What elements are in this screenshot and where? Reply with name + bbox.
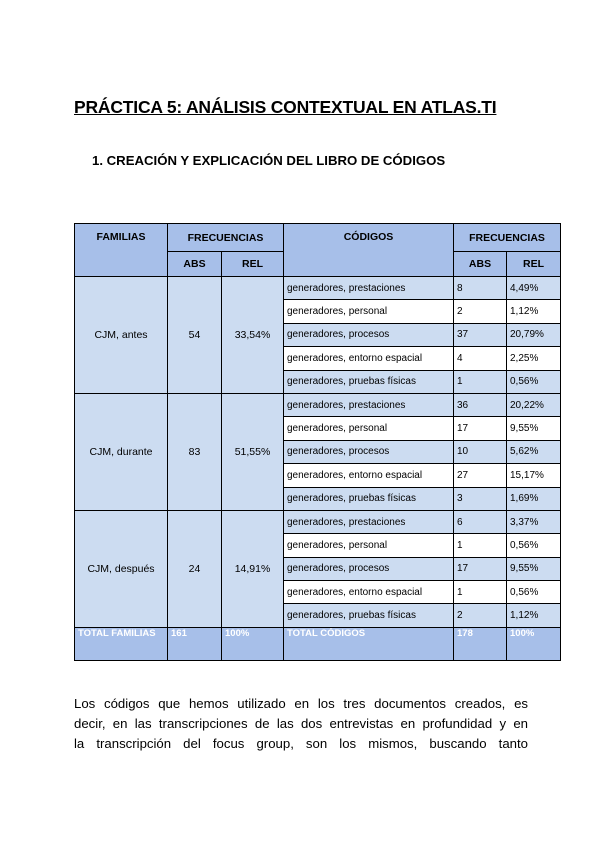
code-rel: 20,22% bbox=[507, 393, 561, 416]
family-abs: 24 bbox=[168, 510, 222, 627]
code-rel: 9,55% bbox=[507, 417, 561, 440]
code-name: generadores, pruebas físicas bbox=[284, 604, 454, 627]
code-name: generadores, prestaciones bbox=[284, 393, 454, 416]
code-abs: 17 bbox=[454, 417, 507, 440]
code-abs: 17 bbox=[454, 557, 507, 580]
code-abs: 1 bbox=[454, 581, 507, 604]
code-name: generadores, personal bbox=[284, 534, 454, 557]
code-rel: 15,17% bbox=[507, 464, 561, 487]
code-abs: 3 bbox=[454, 487, 507, 510]
code-rel: 3,37% bbox=[507, 510, 561, 533]
page-title: PRÁCTICA 5: ANÁLISIS CONTEXTUAL EN ATLAS.TI bbox=[74, 97, 497, 117]
family-name: CJM, durante bbox=[75, 393, 168, 510]
code-rel: 2,25% bbox=[507, 347, 561, 370]
header-abs: ABS bbox=[168, 252, 222, 277]
code-name: generadores, entorno espacial bbox=[284, 581, 454, 604]
paragraph-line: Los códigos que hemos utilizado en los tres documentos creados, es bbox=[74, 696, 528, 711]
code-name: generadores, personal bbox=[284, 417, 454, 440]
code-name: generadores, prestaciones bbox=[284, 510, 454, 533]
code-rel: 4,49% bbox=[507, 277, 561, 300]
paragraph-line: la transcripción del focus group, son los mismos, buscando tanto bbox=[74, 736, 528, 751]
total-row bbox=[75, 627, 561, 660]
table-body bbox=[75, 277, 561, 661]
code-name: generadores, prestaciones bbox=[284, 277, 454, 300]
code-rel: 1,12% bbox=[507, 300, 561, 323]
table-row bbox=[75, 277, 561, 300]
body-paragraph bbox=[74, 694, 528, 754]
code-abs: 1 bbox=[454, 534, 507, 557]
code-rel: 1,12% bbox=[507, 604, 561, 627]
code-rel: 5,62% bbox=[507, 440, 561, 463]
code-name: generadores, entorno espacial bbox=[284, 347, 454, 370]
family-name: CJM, antes bbox=[75, 277, 168, 394]
code-abs: 6 bbox=[454, 510, 507, 533]
code-abs: 1 bbox=[454, 370, 507, 393]
code-abs: 10 bbox=[454, 440, 507, 463]
code-name: generadores, procesos bbox=[284, 557, 454, 580]
header-rel: REL bbox=[222, 252, 284, 277]
code-rel: 0,56% bbox=[507, 581, 561, 604]
code-rel: 0,56% bbox=[507, 370, 561, 393]
total-families-abs: 161 bbox=[168, 627, 222, 660]
codebook-table bbox=[74, 223, 561, 661]
total-families-label: TOTAL FAMILIAS bbox=[75, 627, 168, 660]
code-abs: 4 bbox=[454, 347, 507, 370]
code-abs: 36 bbox=[454, 393, 507, 416]
code-rel: 20,79% bbox=[507, 323, 561, 346]
code-name: generadores, personal bbox=[284, 300, 454, 323]
code-abs: 8 bbox=[454, 277, 507, 300]
code-abs: 37 bbox=[454, 323, 507, 346]
header-familias: FAMILIAS bbox=[75, 224, 168, 277]
family-rel: 14,91% bbox=[222, 510, 284, 627]
family-abs: 54 bbox=[168, 277, 222, 394]
family-rel: 51,55% bbox=[222, 393, 284, 510]
total-families-rel: 100% bbox=[222, 627, 284, 660]
header-codigos: CÓDIGOS bbox=[284, 224, 454, 277]
table-row bbox=[75, 510, 561, 533]
total-codes-rel: 100% bbox=[507, 627, 561, 660]
code-abs: 27 bbox=[454, 464, 507, 487]
total-codes-label: TOTAL CÓDIGOS bbox=[284, 627, 454, 660]
code-name: generadores, entorno espacial bbox=[284, 464, 454, 487]
code-abs: 2 bbox=[454, 604, 507, 627]
header-rel-codes: REL bbox=[507, 252, 561, 277]
section-heading: 1. CREACIÓN Y EXPLICACIÓN DEL LIBRO DE CÓDIGOS bbox=[92, 153, 446, 168]
paragraph-line: decir, en las transcripciones de las dos entrevistas en profundidad y en bbox=[74, 716, 528, 731]
code-rel: 1,69% bbox=[507, 487, 561, 510]
code-rel: 9,55% bbox=[507, 557, 561, 580]
code-name: generadores, pruebas físicas bbox=[284, 370, 454, 393]
header-abs-codes: ABS bbox=[454, 252, 507, 277]
total-codes-abs: 178 bbox=[454, 627, 507, 660]
code-name: generadores, procesos bbox=[284, 323, 454, 346]
code-abs: 2 bbox=[454, 300, 507, 323]
header-frecuencias: FRECUENCIAS bbox=[168, 224, 284, 252]
family-rel: 33,54% bbox=[222, 277, 284, 394]
header-frecuencias-codes: FRECUENCIAS bbox=[454, 224, 561, 252]
code-name: generadores, procesos bbox=[284, 440, 454, 463]
code-name: generadores, pruebas físicas bbox=[284, 487, 454, 510]
family-name: CJM, después bbox=[75, 510, 168, 627]
family-abs: 83 bbox=[168, 393, 222, 510]
table-row bbox=[75, 393, 561, 416]
code-rel: 0,56% bbox=[507, 534, 561, 557]
